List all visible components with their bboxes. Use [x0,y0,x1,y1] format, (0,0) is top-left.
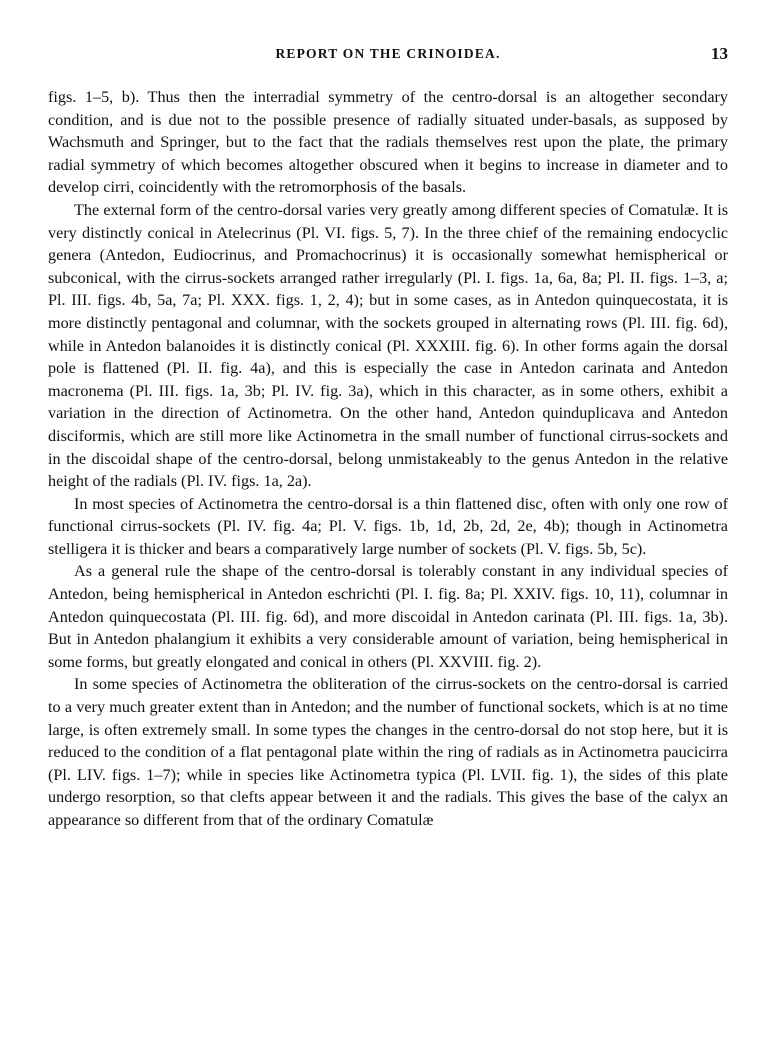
running-head: REPORT ON THE CRINOIDEA. [275,46,501,61]
paragraph-obliteration: In some species of Actinometra the obliteration of the cirrus-sockets on the centro-dorsal is carried to a very much greater extent than in Antedon; and the number of functional sockets, which is at no time large, is often extremely small. In some types the changes in the centro-dorsal do not stop here, but it is reduced to the condition of a flat pentagonal plate within the ring of radials as in Actinometra paucicirra (Pl. LIV. figs. 1–7); while in species like Actinometra typica (Pl. LVII. fig. 1), the sides of this plate undergo resorption, so that clefts appear between it and the radials. This gives the base of the calyx an appearance so different from that of the ordinary Comatulæ [48,675,728,829]
paragraph-external-form: The external form of the centro-dorsal varies very greatly among different species of Comatulæ. It is very distinctly conical in Atelecrinus (Pl. VI. figs. 5, 7). In the three chief of the remaining endocyclic genera (Antedon, Eudiocrinus, and Promachocrinus) it is occasionally somewhat hemispherical or subconical, with the cirrus-sockets arranged rather irregularly (Pl. I. figs. 1a, 6a, 8a; Pl. II. figs. 1–3, a; Pl. III. figs. 4b, 5a, 7a; Pl. XXX. figs. 1, 2, 4); but in some cases, as in Antedon quinquecostata, it is more distinctly pentagonal and columnar, with the sockets grouped in alternating rows (Pl. III. fig. 6d), while in Antedon balanoides it is distinctly conical (Pl. XXXIII. fig. 6). In other forms again the dorsal pole is flattened (Pl. II. fig. 4a), and this is especially the case in Antedon carinata and Antedon macronema (Pl. III. figs. 1a, 3b; Pl. IV. fig. 3a), which in this character, as in some others, exhibit a variation in the direction of Actinometra. On the other hand, Antedon quinduplicava and Antedon disciformis, which are still more like Actinometra in the small number of functional cirrus-sockets and in the discoidal shape of the centro-dorsal, belong unmistakeably to the genus Antedon in the relative height of the radials (Pl. IV. figs. 1a, 2a). [48,200,728,491]
paragraph-actinometra-disc: In most species of Actinometra the centro-dorsal is a thin flattened disc, often with only one row of functional cirrus-sockets (Pl. IV. fig. 4a; Pl. V. figs. 1b, 1d, 2b, 2d, 2e, 4b); though in Actinometra stelligera it is thicker and bears a comparatively large number of sockets (Pl. V. figs. 5b, 5c). [48,494,728,558]
body-text [48,86,728,832]
paragraph-continuation: figs. 1–5, b). Thus then the interradial symmetry of the centro-dorsal is an altogether secondary condition, and is due not to the possible presence of radially situated under-basals, as supposed by Wachsmuth and Springer, but to the fact that the radials themselves rest upon the plate, the primary radial symmetry of which becomes altogether obscured when it begins to increase in diameter and to develop cirri, coincidently with the retromorphosis of the basals. [48,88,728,197]
page-header [48,46,728,68]
paragraph-general-rule: As a general rule the shape of the centro-dorsal is tolerably constant in any individual species of Antedon, being hemispherical in Antedon eschrichti (Pl. I. fig. 8a; Pl. XXIV. figs. 10, 11), columnar in Antedon quinquecostata (Pl. III. fig. 6d), and more discoidal in Antedon carinata (Pl. III. figs. 1a, 3b). But in Antedon phalangium it exhibits a very considerable amount of variation, being hemispherical in some forms, but greatly elongated and conical in others (Pl. XXVIII. fig. 2). [48,562,728,671]
page-number: 13 [711,44,728,63]
